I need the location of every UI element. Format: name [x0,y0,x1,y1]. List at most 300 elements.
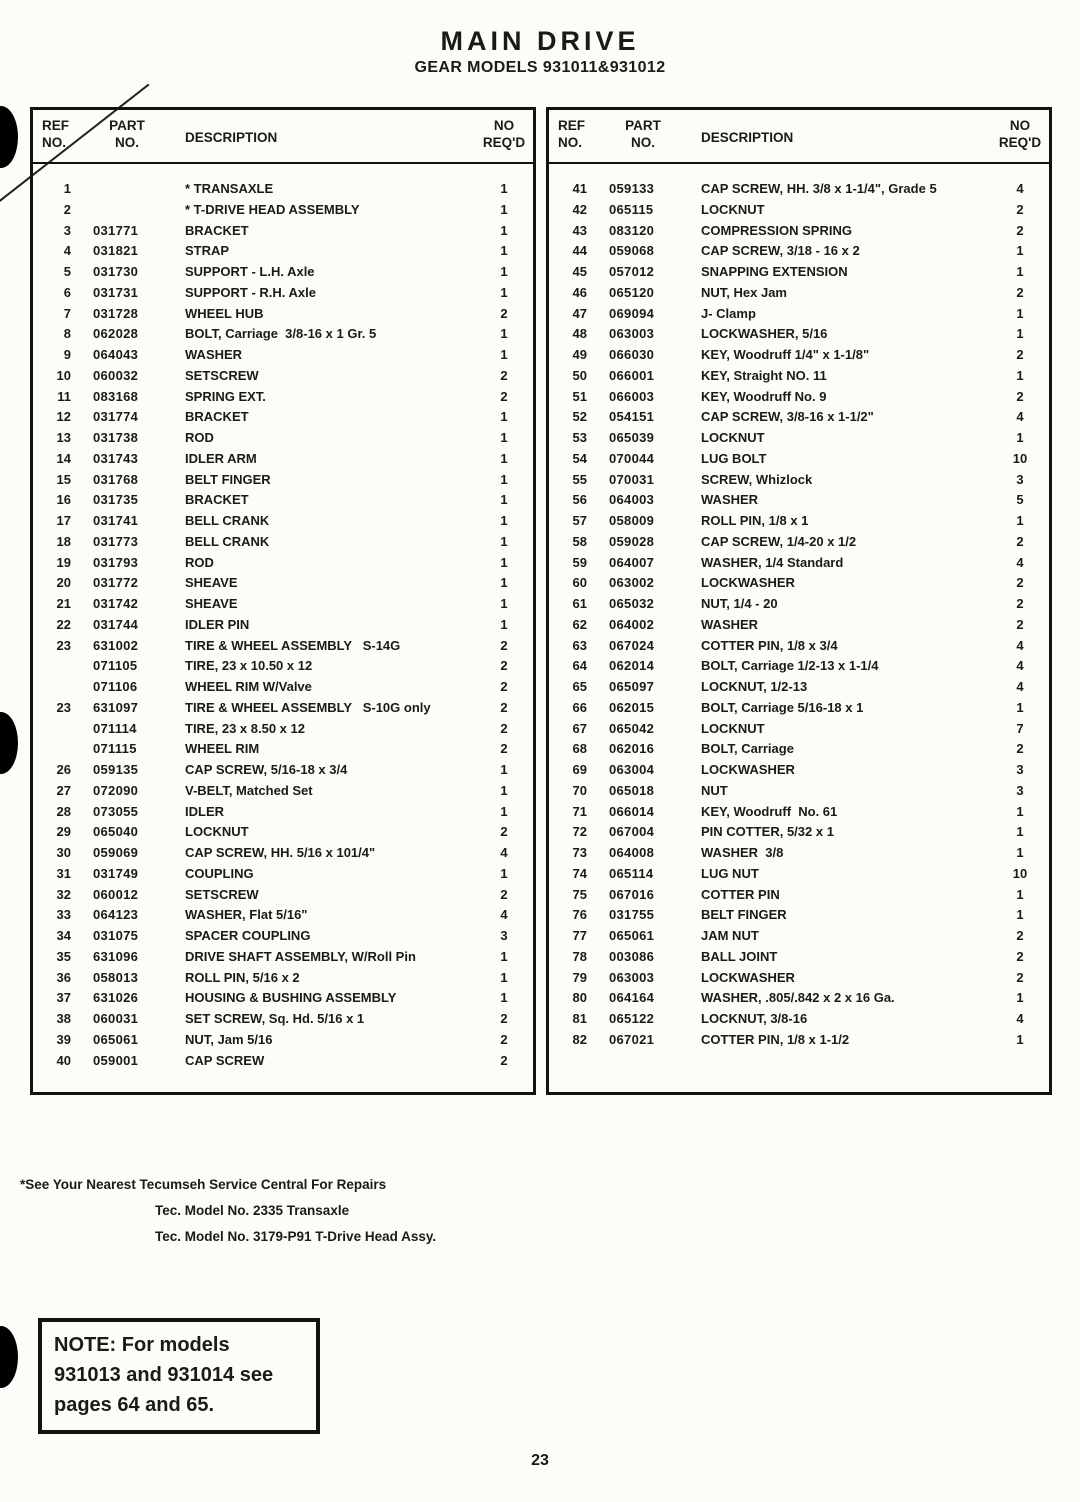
part-row [549,532,1049,553]
part-row [33,345,533,366]
part-row [33,739,533,760]
part-desc: ROD [185,554,214,570]
part-qty: 2 [500,1011,508,1026]
part-desc: WHEEL RIM [185,741,260,757]
header-description: DESCRIPTION [701,130,794,145]
part-desc: CAP SCREW, 3/18 - 16 x 2 [701,243,860,259]
part-row [33,221,533,242]
part-ref: 32 [56,886,71,902]
part-ref: 38 [56,1011,71,1026]
part-qty: 1 [500,990,508,1006]
part-qty: 2 [1016,222,1024,238]
part-ref: 40 [56,1052,71,1068]
part-desc: CAP SCREW, 1/4-20 x 1/2 [701,533,857,549]
part-part: 066014 [609,803,655,819]
part-part: 070031 [609,471,655,487]
part-part: 070044 [609,450,655,466]
part-qty: 2 [1016,741,1024,757]
table-header-left [33,110,533,164]
part-part: 062015 [609,699,655,715]
part-desc: SET SCREW, Sq. Hd. 5/16 x 1 [185,1011,365,1026]
header-ref-no [549,117,603,162]
part-ref: 41 [572,181,587,196]
note-line: NOTE: For models [54,1334,230,1356]
part-desc: BOLT, Carriage [701,741,794,757]
part-row [33,241,533,262]
part-qty: 1 [500,948,508,964]
part-part: 063002 [609,575,655,591]
part-part: 003086 [609,948,655,964]
part-part: 065061 [609,928,655,943]
part-qty: 10 [1012,450,1028,466]
part-row [33,428,533,449]
part-part: 071106 [93,679,138,694]
part-desc: ROLL PIN, 5/16 x 2 [185,969,300,985]
header-line: REF [558,118,585,133]
part-qty: 4 [500,907,508,923]
part-qty: 1 [500,201,508,217]
part-ref: 26 [56,762,71,777]
part-part: 065120 [609,284,655,300]
part-qty: 1 [1016,513,1024,528]
part-row [549,843,1049,864]
part-desc: ROLL PIN, 1/8 x 1 [701,513,809,528]
part-row [549,719,1049,740]
part-qty: 1 [1016,886,1024,902]
part-qty: 4 [1016,554,1024,570]
part-desc: CAP SCREW, HH. 5/16 x 101/4" [185,845,376,860]
part-qty: 2 [1016,533,1024,549]
part-row [33,988,533,1009]
part-row [549,449,1049,470]
part-desc: BELT FINGER [185,471,271,487]
header-line: NO. [630,135,655,150]
part-desc: CAP SCREW, 5/16-18 x 3/4 [185,762,348,777]
part-ref: 17 [56,513,71,528]
part-part: 060012 [93,886,139,902]
part-ref: 8 [63,326,71,342]
part-part: 031773 [93,533,139,549]
part-part: 062014 [609,658,655,674]
part-desc: KEY, Straight NO. 11 [701,367,827,383]
part-qty: 1 [500,222,508,238]
part-part: 058009 [609,513,655,528]
part-qty: 1 [500,347,508,362]
part-ref: 14 [56,450,71,466]
part-row [33,864,533,885]
header-line: REF [42,118,69,133]
part-row [33,511,533,532]
part-desc: IDLER ARM [185,450,257,466]
part-desc: BRACKET [185,409,249,425]
part-ref: 3 [63,222,71,238]
part-row [549,947,1049,968]
part-row [549,988,1049,1009]
part-row [33,656,533,677]
header-part-no [603,117,701,162]
part-row [33,885,533,906]
part-qty: 1 [500,575,508,591]
part-row [33,366,533,387]
part-qty: 1 [1016,907,1024,923]
part-ref [33,719,87,740]
part-qty: 2 [500,367,508,383]
part-ref: 68 [572,741,587,757]
part-ref: 42 [572,201,587,217]
part-row [549,428,1049,449]
part-qty: 2 [1016,969,1024,985]
part-part: 031735 [93,492,139,508]
footnote-line: Tec. Model No. 2335 Transaxle [155,1203,350,1218]
part-part: 057012 [609,264,655,279]
part-desc: SPRING EXT. [185,388,266,404]
part-qty: 1 [1016,803,1024,819]
part-ref: 74 [572,865,587,881]
part-desc: WASHER [701,492,759,508]
part-row [549,262,1049,283]
part-desc: TIRE & WHEEL ASSEMBLY S-14G [185,637,401,653]
part-ref: 77 [572,928,587,943]
part-ref: 50 [572,367,587,383]
part-desc: V-BELT, Matched Set [185,782,313,798]
part-row [549,304,1049,325]
part-part: 031075 [93,928,139,943]
part-ref: 28 [56,803,71,819]
part-desc: SUPPORT - L.H. Axle [185,264,315,279]
part-desc: NUT, 1/4 - 20 [701,596,778,611]
part-ref: 15 [56,471,71,487]
part-ref: 69 [572,762,587,777]
part-row [549,822,1049,843]
part-part: 059001 [93,1052,139,1068]
part-qty: 2 [1016,596,1024,611]
part-ref: 35 [56,948,71,964]
part-part: 067021 [609,1031,655,1047]
note-line: pages 64 and 65. [54,1394,215,1416]
part-qty: 4 [1016,637,1024,653]
document-header [0,0,1080,77]
part-desc: WASHER 3/8 [701,845,784,860]
part-ref: 36 [56,969,71,985]
part-ref: 34 [56,928,71,943]
part-qty: 4 [1016,181,1024,196]
part-qty: 1 [500,181,508,196]
part-qty: 1 [500,471,508,487]
part-row [549,387,1049,408]
part-desc: HOUSING & BUSHING ASSEMBLY [185,990,397,1006]
part-row [33,304,533,325]
footnote-line: Tec. Model No. 3179-P91 T-Drive Head Assy. [155,1229,437,1244]
part-part: 064002 [609,616,655,632]
part-part: 054151 [609,409,655,425]
part-desc: WASHER, .805/.842 x 2 x 16 Ga. [701,990,895,1006]
part-ref: 2 [63,201,71,217]
part-part: 031731 [93,284,139,300]
header-line: REQ'D [482,135,526,150]
part-ref: 56 [572,492,587,508]
part-qty: 1 [1016,1031,1024,1047]
note-box [38,1318,320,1434]
part-row [549,739,1049,760]
part-qty: 1 [500,865,508,881]
part-ref: 19 [56,554,71,570]
header-line: REQ'D [998,135,1042,150]
part-desc: CAP SCREW, HH. 3/8 x 1-1/4", Grade 5 [701,181,937,196]
part-qty: 1 [1016,305,1024,321]
part-desc: SNAPPING EXTENSION [701,264,848,279]
part-desc: * TRANSAXLE [185,181,274,196]
part-row [33,1051,533,1072]
part-desc: COTTER PIN, 1/8 x 3/4 [701,637,838,653]
part-desc: CAP SCREW [185,1052,265,1068]
part-part: 060032 [93,367,139,383]
part-desc: SETSCREW [185,367,259,383]
parts-table-right [546,107,1052,1095]
part-qty: 1 [1016,845,1024,860]
part-part: 071115 [93,741,137,757]
part-part: 065032 [609,596,655,611]
part-part: 069094 [609,305,655,321]
part-desc: SUPPORT - R.H. Axle [185,284,316,300]
part-desc: * T-DRIVE HEAD ASSEMBLY [185,201,360,217]
part-qty: 2 [1016,948,1024,964]
header-ref-no [33,117,87,162]
header-line: NO. [42,135,67,150]
part-part: 063004 [609,762,655,777]
part-ref: 53 [572,430,587,445]
part-ref: 63 [572,637,587,653]
part-part: 062016 [609,741,655,757]
part-row [33,802,533,823]
part-ref: 6 [63,284,71,300]
part-row [549,1009,1049,1030]
part-row [33,262,533,283]
part-ref: 31 [56,865,71,881]
part-row [33,636,533,657]
part-row [33,573,533,594]
part-row [549,864,1049,885]
part-row [33,283,533,304]
part-row [549,200,1049,221]
part-row [549,636,1049,657]
part-row [549,1030,1049,1051]
part-desc: SCREW, Whizlock [701,471,813,487]
part-ref: 57 [572,513,587,528]
part-part: 066003 [609,388,655,404]
part-qty: 2 [1016,347,1024,362]
part-qty: 1 [500,409,508,425]
part-row [33,594,533,615]
part-ref: 82 [572,1031,587,1047]
part-row [549,324,1049,345]
part-qty: 1 [1016,264,1024,279]
part-ref: 73 [572,845,587,860]
part-qty: 2 [500,886,508,902]
part-row [549,698,1049,719]
part-desc: BRACKET [185,492,249,508]
part-ref: 54 [572,450,587,466]
part-row [549,781,1049,802]
header-line: NO [1009,118,1031,133]
part-desc: COTTER PIN [701,886,780,902]
part-ref: 5 [63,264,71,279]
page-title: MAIN DRIVE [440,26,640,56]
part-qty: 2 [500,1031,508,1047]
part-ref: 44 [572,243,587,259]
part-row [33,1009,533,1030]
part-ref: 33 [56,907,71,923]
part-part: 064043 [93,347,139,362]
part-desc: COTTER PIN, 1/8 x 1-1/2 [701,1031,850,1047]
binding-mark [0,106,18,168]
part-qty: 2 [500,824,508,840]
binding-mark [0,712,18,774]
part-part: 031743 [93,450,139,466]
part-row [549,885,1049,906]
part-ref: 11 [57,388,71,404]
part-qty: 1 [500,264,508,279]
header-description: DESCRIPTION [185,130,278,145]
part-desc: NUT, Hex Jam [701,284,787,300]
part-qty: 2 [500,637,508,653]
header-no-reqd [991,117,1049,162]
part-desc: DRIVE SHAFT ASSEMBLY, W/Roll Pin [185,948,416,964]
part-part: 031749 [93,865,139,881]
part-qty: 1 [500,782,508,798]
header-line: PART [625,118,661,133]
part-ref: 20 [56,575,71,591]
part-ref: 65 [572,679,587,694]
part-row [549,905,1049,926]
binding-mark [0,1326,18,1388]
part-row [33,553,533,574]
part-desc: LOCKNUT, 1/2-13 [701,679,808,694]
part-part: 065061 [93,1031,139,1047]
part-ref: 51 [572,388,587,404]
note-line: 931013 and 931014 see [54,1364,274,1386]
part-row [33,677,533,698]
part-ref: 18 [56,533,71,549]
part-ref: 71 [572,803,587,819]
part-part [87,179,185,200]
part-desc: BELL CRANK [185,533,270,549]
part-desc: WHEEL RIM W/Valve [185,679,312,694]
part-ref: 39 [56,1031,71,1047]
header-line: NO [493,118,515,133]
part-part: 067004 [609,824,655,840]
part-qty: 1 [500,596,508,611]
part-desc: SHEAVE [185,596,238,611]
part-part: 059133 [609,181,655,196]
part-row [549,615,1049,636]
part-ref: 23 [56,699,71,715]
part-desc: BELT FINGER [701,907,787,923]
part-ref: 13 [56,430,71,445]
part-part: 031772 [93,575,139,591]
part-part: 065018 [609,782,655,798]
part-qty: 1 [1016,824,1024,840]
part-row [33,470,533,491]
part-part: 064007 [609,554,655,570]
part-part: 031728 [93,305,139,321]
part-qty: 1 [500,492,508,508]
part-qty: 1 [500,533,508,549]
part-row [33,449,533,470]
part-qty: 2 [500,388,508,404]
part-row [33,947,533,968]
part-qty: 2 [500,699,508,715]
part-row [33,407,533,428]
part-desc: WASHER [701,616,759,632]
part-row [549,470,1049,491]
part-desc: NUT, Jam 5/16 [185,1031,273,1047]
part-ref: 37 [56,990,71,1006]
part-row [549,366,1049,387]
part-row [549,179,1049,200]
part-desc: LOCKNUT [701,201,765,217]
part-qty: 1 [500,762,508,777]
part-row [549,656,1049,677]
footnote-line: *See Your Nearest Tecumseh Service Central For Repairs [20,1177,387,1192]
part-qty: 1 [500,513,508,528]
part-ref: 61 [572,596,587,611]
part-desc: TIRE, 23 x 10.50 x 12 [185,658,313,674]
part-qty: 2 [1016,575,1024,591]
part-qty: 1 [500,616,508,632]
header-line: PART [109,118,145,133]
header-line: NO. [114,135,139,150]
table-rows-right [549,164,1049,1051]
parts-table-left [30,107,536,1095]
part-part: 065122 [609,1011,655,1026]
part-qty: 2 [1016,928,1024,943]
part-row [549,283,1049,304]
part-qty: 7 [1016,720,1024,736]
part-row [33,781,533,802]
part-qty: 4 [1016,409,1024,425]
part-ref: 62 [572,616,587,632]
part-desc: J- Clamp [701,305,756,321]
part-qty: 1 [500,803,508,819]
part-ref: 16 [56,492,71,508]
part-desc: KEY, Woodruff 1/4" x 1-1/8" [701,347,870,362]
part-desc: WASHER, 1/4 Standard [701,554,844,570]
part-part: 059069 [93,845,139,860]
part-ref [33,656,87,677]
part-row [33,698,533,719]
part-row [33,760,533,781]
part-part: 059028 [609,533,655,549]
part-part: 066001 [609,367,655,383]
part-desc: BOLT, Carriage 1/2-13 x 1-1/4 [701,658,879,674]
part-desc: WHEEL HUB [185,305,264,321]
header-part-no [87,117,185,162]
part-desc: ROD [185,430,214,445]
part-qty: 1 [500,326,508,342]
part-ref: 9 [63,347,71,362]
part-qty: 2 [1016,388,1024,404]
part-ref: 1 [63,181,71,196]
part-desc: WASHER, Flat 5/16" [185,907,308,923]
part-desc: PIN COTTER, 5/32 x 1 [701,824,834,840]
part-qty: 1 [500,554,508,570]
part-row [549,490,1049,511]
part-ref: 30 [56,845,71,860]
part-qty: 2 [1016,616,1024,632]
part-part: 063003 [609,326,655,342]
part-ref: 81 [572,1011,587,1026]
part-desc: CAP SCREW, 3/8-16 x 1-1/2" [701,409,874,425]
